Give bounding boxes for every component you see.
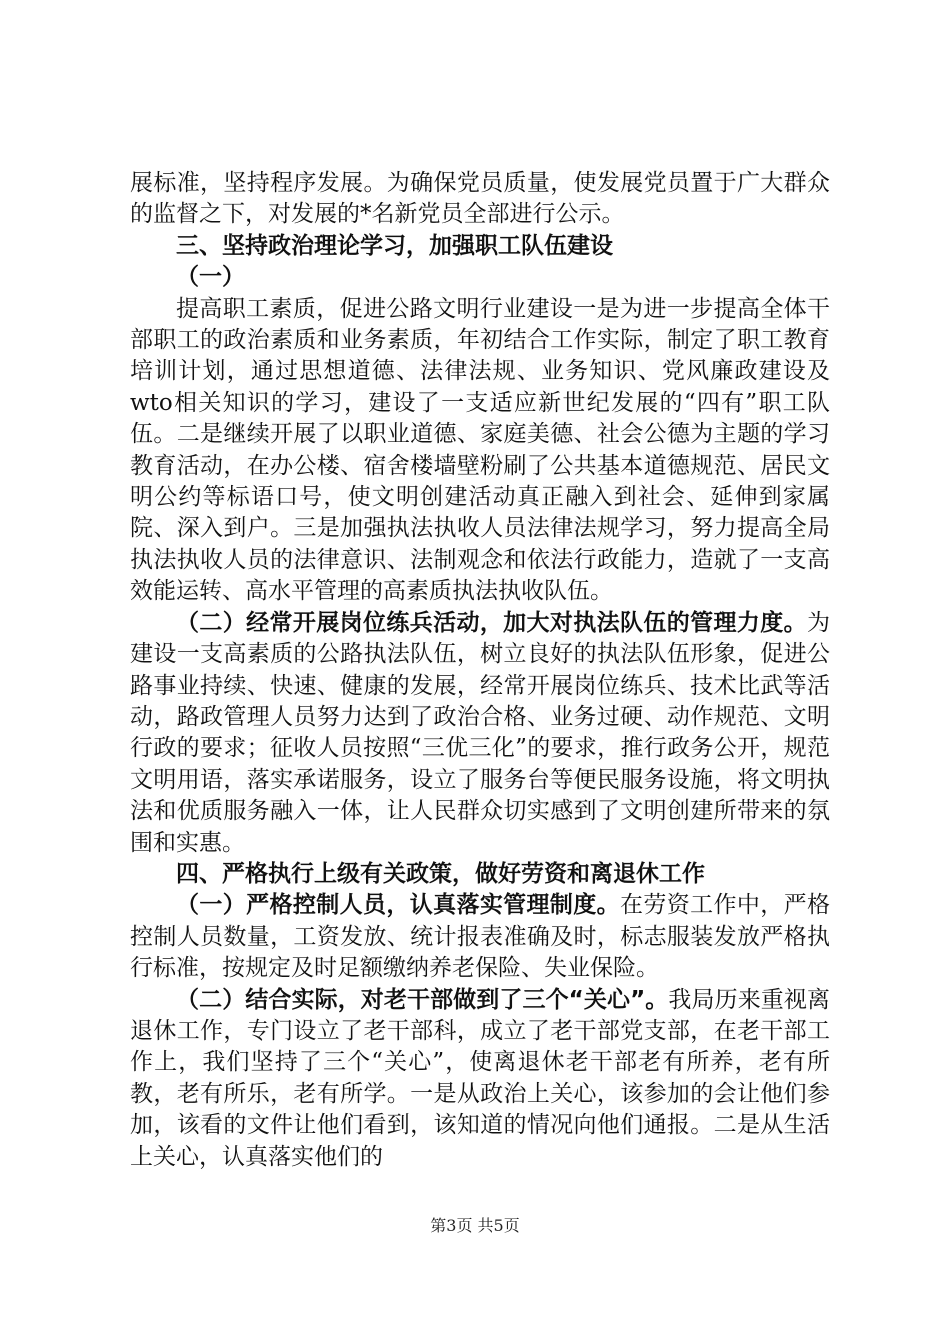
section-heading-3: 三、坚持政治理论学习，加强职工队伍建设 [176, 232, 613, 259]
document-body [130, 168, 830, 1173]
paragraph-continuation: 展标准，坚持程序发展。为确保党员质量，使发展党员置于广大群众的监督之下，对发展的*名新党员全部进行公示。 [130, 170, 830, 228]
subsection-heading-4-1: （一）严格控制人员，认真落实管理制度。 [176, 892, 621, 919]
subsection-marker-1: （一） [176, 264, 245, 291]
paragraph-personnel-text: 在劳资工作中，严格控制人员数量，工资发放、统计报表准确及时，标志服装发放严格执行标准，按规定及时足额缴纳养老保险、失业保险。 [130, 892, 831, 982]
paragraph-training [130, 608, 830, 859]
paragraph-staff-quality: 提高职工素质，促进公路文明行业建设一是为进一步提高全体干部职工的政治素质和业务素质，年初结合工作实际，制定了职工教育培训计划，通过思想道德、法律法规、业务知识、党风廉政建设及wto相关知识的学习，建设了一支适应新世纪发展的“四有”职工队伍。二是继续开展了以职业道德、家庭美德、社会公德为主题的学习教育活动，在办公楼、宿舍楼墙壁粉刷了公共基本道德规范、居民文明公约等标语口号，使文明创建活动真正融入到社会、延伸到家属院、深入到户。三是加强执法执收人员法律法规学习，努力提高全局执法执收人员的法律意识、法制观念和依法行政能力，造就了一支高效能运转、高水平管理的高素质执法执收队伍。 [130, 295, 830, 605]
subsection-heading-4-2: （二）结合实际，对老干部做到了三个“关心”。 [176, 986, 669, 1013]
subsection-heading-2: （二）经常开展岗位练兵活动，加大对执法队伍的管理力度。 [176, 609, 807, 636]
paragraph-retirees [130, 985, 830, 1173]
paragraph-retirees-text: 我局历来重视离退休工作，专门设立了老干部科，成立了老干部党支部，在老干部工作上，我们坚持了三个“关心”，使离退休老干部老有所养，老有所教，老有所乐，老有所学。一是从政治上关心，该参加的会让他们参加，该看的文件让他们看到，该知道的情况向他们通报。二是从生活上关心，认真落实他们的 [130, 986, 830, 1170]
paragraph-training-text: 为建设一支高素质的公路执法队伍，树立良好的执法队伍形象，促进公路事业持续、快速、健康的发展，经常开展岗位练兵、技术比武等活动，路政管理人员努力达到了政治合格、业务过硬、动作规范、文明行政的要求；征收人员按照“三优三化”的要求，推行政务公开，规范文明用语，落实承诺服务，设立了服务台等便民服务设施，将文明执法和优质服务融入一体，让人民群众切实感到了文明创建所带来的氛围和实惠。 [130, 609, 830, 856]
section-heading-4: 四、严格执行上级有关政策，做好劳资和离退休工作 [176, 860, 705, 887]
paragraph-personnel [130, 890, 830, 984]
page-footer: 第3页 共5页 [430, 1216, 520, 1235]
